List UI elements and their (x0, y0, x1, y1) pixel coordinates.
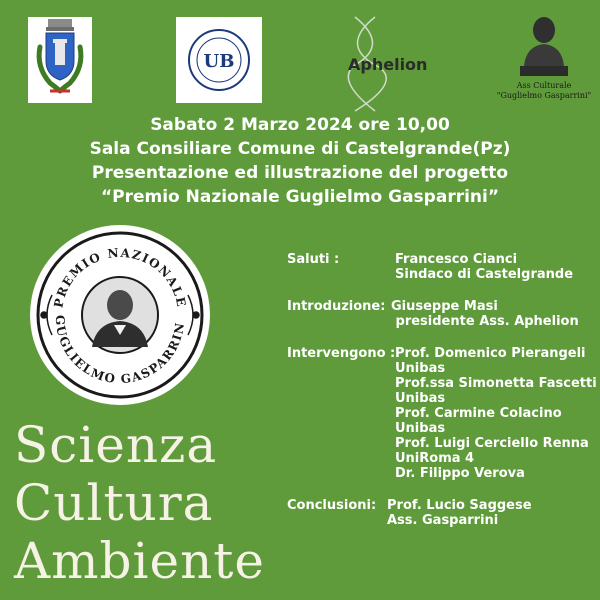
ass-caption-line2: "Guglielmo Gasparrini" (496, 91, 592, 100)
event-venue: Sala Consiliare Comune di Castelgrande(Pz) (89, 139, 511, 159)
speaker-line: presidente Ass. Aphelion (391, 314, 579, 329)
unibas-initials: UB (203, 51, 235, 72)
emblem-top-text: PREMIO NAZIONALE (51, 245, 189, 310)
program-row-intervengono (287, 346, 597, 481)
speaker-line: UniRoma 4 (395, 451, 475, 466)
coat-of-arms-icon (28, 17, 92, 103)
speaker-line: Dr. Filippo Verova (395, 466, 525, 481)
ass-gasparrini-logo (516, 10, 572, 78)
speaker-line: Sindaco di Castelgrande (395, 267, 574, 282)
program-label: Introduzione: (287, 299, 386, 314)
castelgrande-coat-of-arms-logo (28, 17, 92, 103)
event-description: Presentazione ed illustrazione del progetto (91, 163, 509, 183)
ornament-left-icon (41, 295, 52, 335)
speaker-line: Giuseppe Masi (391, 299, 498, 314)
speaker-line: Francesco Cianci (395, 252, 518, 267)
emblem-bottom-text: GUGLIELMO GASPARRIN (52, 314, 188, 387)
bust-portrait-icon (516, 10, 572, 78)
event-project-title: “Premio Nazionale Guglielmo Gasparrini” (100, 187, 500, 207)
speaker-line: Prof. Luigi Cerciello Renna (395, 436, 589, 451)
big-word-cultura: Cultura (14, 474, 214, 532)
speaker-line: Unibas (395, 361, 446, 376)
program-value (395, 346, 597, 481)
speaker-line: Prof. Carmine Colacino (395, 406, 562, 421)
speaker-line: Unibas (395, 421, 446, 436)
program-row-conclusioni (287, 498, 592, 528)
university-seal-icon (176, 17, 262, 103)
speaker-line: Prof. Lucio Saggese (387, 498, 532, 513)
speaker-line: Unibas (395, 391, 446, 406)
ornament-right-icon (188, 295, 199, 335)
aphelion-wordmark: Aphelion (348, 55, 428, 74)
emblem-graphic (30, 225, 210, 405)
program-value (391, 299, 592, 329)
event-date: Sabato 2 Marzo 2024 ore 10,00 (150, 115, 450, 135)
premio-emblem (30, 225, 210, 405)
program-value (395, 252, 592, 282)
program-list (287, 252, 597, 545)
ass-caption (488, 81, 600, 101)
event-header (0, 113, 600, 209)
big-word-scienza: Scienza (14, 416, 218, 474)
speaker-line: Prof. Domenico Pierangeli (395, 346, 586, 361)
unibas-logo (176, 17, 262, 103)
program-row-introduzione (287, 299, 592, 329)
speaker-line: Prof.ssa Simonetta Fascetti (395, 376, 597, 391)
ass-caption-line1: Ass Culturale (516, 81, 572, 90)
program-label: Conclusioni: (287, 498, 377, 513)
big-word-ambiente: Ambiente (14, 532, 265, 590)
program-row-saluti (287, 252, 592, 282)
program-label: Saluti : (287, 252, 340, 267)
speaker-line: Ass. Gasparrini (387, 513, 499, 528)
program-label: Intervengono : (287, 346, 396, 361)
program-value (387, 498, 592, 528)
